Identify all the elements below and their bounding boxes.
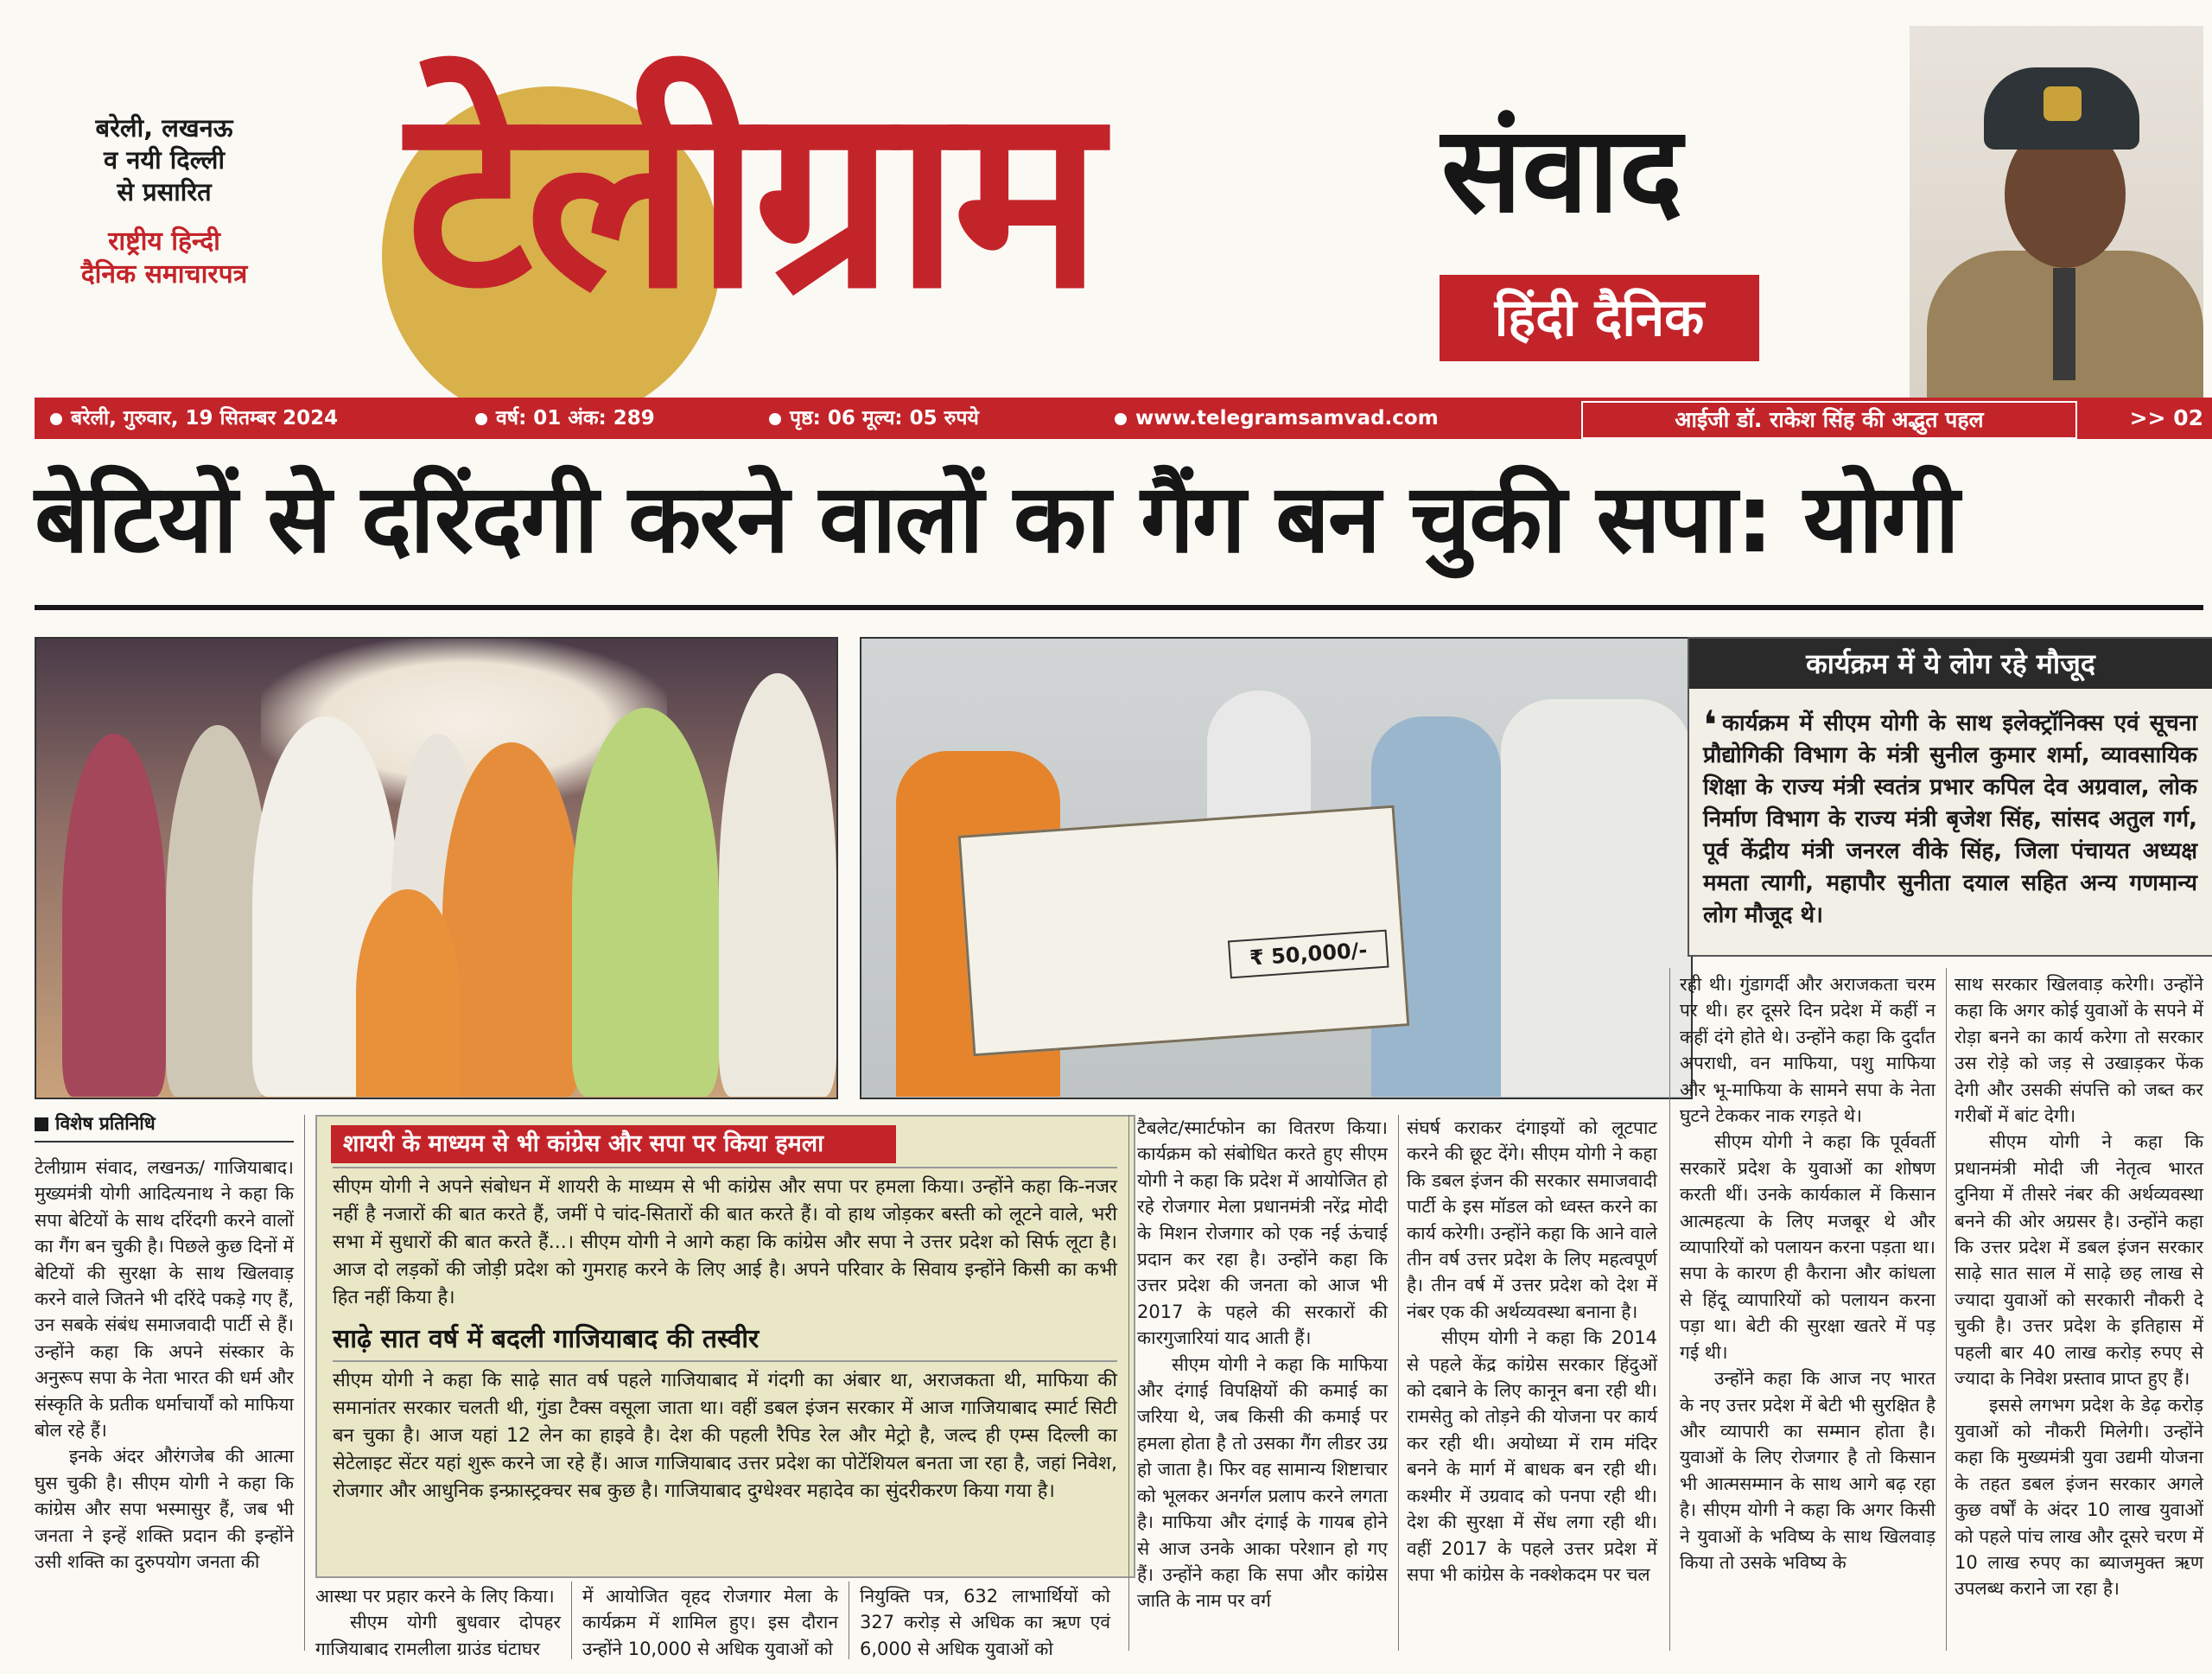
attendees-title: कार्यक्रम में ये लोग रहे मौजूद bbox=[1689, 639, 2212, 689]
colA-para-1: आस्था पर प्रहार करने के लिए किया। bbox=[315, 1586, 555, 1607]
col3-para-1: टैबलेट/स्मार्टफोन का वितरण किया। कार्यक्रम को संबोधित करते हुए सीएम योगी ने कहा कि प्रदेश में आयोजित हो रहे रोजगार मेला प्रधानमंत्री नरेंद्र मोदी के मिशन रोजगार को एक नई ऊंचाई प्रदान कर रहा है। उन्होंने कहा कि उत्तर प्रदेश की जनता को आज भी 2017 के पहले की सरकारों की कारगुजारियां याद आती हैं। bbox=[1137, 1117, 1388, 1349]
officer-photo bbox=[1910, 26, 2203, 398]
article-column-2c: नियुक्ति पत्र, 632 लाभार्थियों को 327 करोड़ से अधिक का ऋण एवं 6,000 से अधिक युवाओं को bbox=[860, 1586, 1110, 1659]
quote-icon: ❛ bbox=[1703, 702, 1717, 748]
info-website[interactable]: www.telegramsamvad.com bbox=[1115, 398, 1439, 439]
shayari-box bbox=[315, 1115, 1135, 1578]
broadcast-info bbox=[35, 112, 294, 291]
broadcast-line-3: से प्रसारित bbox=[117, 177, 212, 207]
col6-para-2: सीएम योगी ने कहा कि प्रधानमंत्री मोदी जी नेतृत्व भारत दुनिया में तीसरे नंबर की अर्थव्यवस्था बनने की ओर अग्रसर है। उन्होंने कहा कि उत्तर प्रदेश में डबल इंजन सरकार साढ़े सात साल में साढ़े छह लाख से ज्यादा युवाओं को सरकारी नौकरी दे चुकी है। उत्तर प्रदेश के इतिहास में पहली बार 40 लाख करोड़ रुपए से ज्यादा के निवेश प्रस्ताव प्राप्त हुए हैं। bbox=[1955, 1131, 2203, 1390]
info-volume: वर्ष: 01 अंक: 289 bbox=[475, 398, 655, 439]
broadcast-line-2: व नयी दिल्ली bbox=[104, 145, 225, 175]
article-column-2b: में आयोजित वृहद रोजगार मेला के कार्यक्रम में शामिल हुए। इस दौरान उन्होंने 10,000 से अधिक युवाओं को bbox=[582, 1586, 838, 1659]
col3-para-2: सीएम योगी ने कहा कि माफिया और दंगाई विपक्षियों की कमाई का जरिया थे, जब किसी की कमाई पर हमला होता है तो उसका गैंग लीडर उग्र हो जाता है। फिर वह सामान्य शिष्टाचार को भूलकर अनर्गल प्रलाप करने लगता है। माफिया और दंगाई के गायब होने से आज उनके आका परेशान हो गए हैं। उन्होंने कहा कि सपा और कांग्रेस जाति के नाम पर वर्ग bbox=[1137, 1353, 1388, 1612]
cheque bbox=[958, 805, 1410, 1057]
tagline-1: राष्ट्रीय हिन्दी bbox=[108, 226, 220, 257]
col5-para-3: उन्होंने कहा कि आज नए भारत के नए उत्तर प्रदेश में बेटी भी सुरक्षित है और व्यापारी का सम्मान होता है। युवाओं के लिए रोजगार है तो किसान भी आत्मसम्मान के साथ आगे बढ़ रहा है। सीएम योगी ने कहा कि अगर किसी ने युवाओं के भविष्य के साथ खिलवाड़ किया तो उसके भविष्य के bbox=[1680, 1368, 1936, 1573]
cheque-amount: ₹ 50,000/- bbox=[1228, 930, 1389, 979]
headline-rule bbox=[35, 605, 2203, 610]
event-photo-cheque bbox=[860, 637, 1693, 1099]
main-headline: बेटियों से दरिंदगी करने वालों का गैंग बन चुकी सपा: योगी bbox=[35, 463, 1958, 574]
info-page-price: पृष्ठ: 06 मूल्य: 05 रुपये bbox=[769, 398, 979, 439]
promo-text[interactable]: आईजी डॉ. राकेश सिंह की अद्भुत पहल bbox=[1581, 401, 2077, 439]
broadcast-line-1: बरेली, लखनऊ bbox=[95, 113, 233, 143]
tagline-2: दैनिक समाचारपत्र bbox=[80, 259, 248, 290]
col4-para-2: सीएम योगी ने कहा कि 2014 से पहले केंद्र कांग्रेस सरकार हिंदुओं को दबाने के लिए कानून बना रही थी। रामसेतु को तोड़ने की योजना पर कार्य कर रही थी। अयोध्या में राम मंदिर बनने के मार्ग में बाधक बन रही थी। कश्मीर में उग्रवाद को पनपा रही थी। देश की सुरक्षा में सेंध लगा रही थी। वहीं 2017 के पहले उत्तर प्रदेश में सपा भी कांग्रेस के नक्शेकदम पर चल bbox=[1407, 1327, 1657, 1585]
newspaper-title-samvad: संवाद bbox=[1441, 100, 1683, 239]
article-column-6 bbox=[1955, 971, 2203, 1602]
col5-para-2: सीएम योगी ने कहा कि पूर्ववर्ती सरकारें प्रदेश के युवाओं का शोषण करती थीं। उनके कार्यकाल में किसान आत्महत्या के लिए मजबूर थे और व्यापारियों को पलायन करना पड़ता था। सपा के कारण ही कैराना और कांधला से हिंदू व्यापारियों को पलायन करना पड़ा था। बेटी की सुरक्षा खतरे में पड़ गई थी। bbox=[1680, 1131, 1936, 1363]
col6-para-3: इससे लगभग प्रदेश के डेढ़ करोड़ युवाओं को नौकरी मिलेगी। उन्होंने कहा कि मुख्यमंत्री युवा उद्यमी योजना के तहत डबल इंजन सरकार अगले कुछ वर्षों के अंदर 10 लाख युवाओं को पहले पांच लाख और दूसरे चरण में 10 लाख रुपए का ब्याजमुक्त ऋण उपलब्ध कराने जा रहा है। bbox=[1955, 1394, 2203, 1600]
promo-page: >> 02 bbox=[2129, 405, 2203, 430]
ghaziabad-heading: साढ़े सात वर्ष में बदली गाजियाबाद की तस्वीर bbox=[333, 1324, 760, 1354]
article-column-3 bbox=[1137, 1115, 1388, 1614]
newspaper-title: टेलीग्राम bbox=[406, 53, 1096, 344]
ghaziabad-text: सीएम योगी ने कहा कि साढ़े सात वर्ष पहले गाजियाबाद में गंदगी का अंबार था, अराजकता थी, माफिया की समानांतर सरकार चलती थी, गुंडा टैक्स वसूला जाता था। वहीं डबल इंजन सरकार में आज गाजियाबाद स्मार्ट सिटी बन चुका है। आज यहां 12 लेन का हाइवे है। देश की पहली रैपिड रेल और मेट्रो है, जल्द ही एम्स दिल्ली का सेटेलाइट सेंटर यहां शुरू करने जा रहे हैं। आज गाजियाबाद उत्तर प्रदेश का पोटेंशियल बनता जा रहा है, जहां निवेश, रोजगार और आधुनिक इन्फ्रास्ट्रक्चर सब कुछ है। गाजियाबाद दुग्धेश्वर महादेव का सुंदरीकरण किया गया है। bbox=[333, 1370, 1117, 1502]
event-photo-stage bbox=[35, 637, 838, 1099]
byline: विशेष प्रतिनिधि bbox=[35, 1109, 294, 1138]
shayari-text: सीएम योगी ने अपने संबोधन में शायरी के माध्यम से भी कांग्रेस और सपा पर हमला किया। उन्होंने कहा कि-नजर नहीं है नजारों की बात करते हैं, जमीं पे चांद-सितारों की बात करते हैं। वो हाथ जोड़कर बस्ती को लूटने वाले, भरी सभा में सुधारों की बात करते हैं...। सीएम योगी ने आगे कहा कि कांग्रेस और सपा ने उत्तर प्रदेश को सिर्फ लूटा है। आज दो लड़कों की जोड़ी प्रदेश को गुमराह करने के लिए आई है। अपने परिवार के सिवाय इन्होंने किसी का कभी हित नहीं किया है। bbox=[333, 1176, 1117, 1308]
col1-para-1: टेलीग्राम संवाद, लखनऊ/ गाजियाबाद। मुख्यमंत्री योगी आदित्यनाथ ने कहा कि सपा बेटियों के साथ दरिंदगी करने वालों का गैंग बन चुकी है। पिछले कुछ दिनों में बेटियों की सुरक्षा के साथ खिलवाड़ करने वाले जितने भी दरिंदे पकड़े गए हैं, उन सबके संबंध समाजवादी पार्टी से हैं। उन्होंने कहा कि अपने संस्कार के अनुरूप सपा के नेता भारत की धर्म और संस्कृति के प्रतीक धर्माचार्यों को माफिया बोल रहे हैं। bbox=[35, 1157, 294, 1442]
article-column-5 bbox=[1680, 971, 1936, 1575]
article-column-4 bbox=[1407, 1115, 1657, 1588]
article-column-1 bbox=[35, 1155, 294, 1575]
col1-para-2: इनके अंदर औरंगजेब की आत्मा घुस चुकी है। सीएम योगी ने कहा कि कांग्रेस और सपा भस्मासुर हैं, जब भी जनता ने इन्हें शक्ति प्रदान की इन्होंने उसी शक्ति का दुरुपयोग जनता की bbox=[35, 1446, 294, 1573]
col6-para-1: साथ सरकार खिलवाड़ करेगी। उन्होंने कहा कि अगर कोई युवाओं के सपने में रोड़ा बनने का कार्य करेगा तो सरकार उस रोड़े को जड़ से उखाड़कर फेंक देगी और उसकी संपत्ति को जब्त कर गरीबों में बांट देगी। bbox=[1955, 974, 2203, 1127]
attendees-text: ❛ कार्यक्रम में सीएम योगी के साथ इलेक्ट्रॉनिक्स एवं सूचना प्रौद्योगिकी विभाग के मंत्री सुनील कुमार शर्मा, व्यावसायिक शिक्षा के राज्य मंत्री स्वतंत्र प्रभार कपिल देव अग्रवाल, लोक निर्माण विभाग के राज्य मंत्री बृजेश सिंह, सांसद अतुल गर्ग, पूर्व केंद्रीय मंत्री जनरल वीके सिंह, जिला पंचायत अध्यक्ष ममता त्यागी, महापौर सुनीता दयाल सहित अन्य गणमान्य लोग मौजूद थे। bbox=[1703, 702, 2197, 928]
info-date: बरेली, गुरुवार, 19 सितम्बर 2024 bbox=[50, 398, 338, 439]
col5-para-1: रही थी। गुंडागर्दी और अराजकता चरम पर थी। हर दूसरे दिन प्रदेश में कहीं न कहीं दंगे होते थे। उन्होंने कहा कि दुर्दांत अपराधी, वन माफिया, पशु माफिया और भू-माफिया के सामने सपा के नेता घुटने टेककर नाक रगड़ते थे। bbox=[1680, 974, 1936, 1127]
shayari-heading: शायरी के माध्यम से भी कांग्रेस और सपा पर किया हमला bbox=[331, 1125, 896, 1163]
col4-para-1: संघर्ष कराकर दंगाइयों को लूटपाट करने की छूट देंगे। सीएम योगी ने कहा कि डबल इंजन की सरकार समाजवादी पार्टी के इस मॉडल को ध्वस्त करने का कार्य करेगी। उन्होंने कहा कि आने वाले तीन वर्ष उत्तर प्रदेश के लिए महत्वपूर्ण है। तीन वर्ष में उत्तर प्रदेश को देश में नंबर एक की अर्थव्यवस्था बनाना है। bbox=[1407, 1117, 1657, 1322]
byline-rule bbox=[35, 1141, 294, 1143]
colA-para-2: सीएम योगी बुधवार दोपहर गाजियाबाद रामलीला ग्राउंड घंटाघर bbox=[315, 1612, 561, 1659]
promo-bar bbox=[1574, 398, 2212, 439]
info-bar bbox=[35, 398, 1574, 439]
newspaper-subtitle: हिंदी दैनिक bbox=[1440, 275, 1759, 361]
attendees-box bbox=[1688, 637, 2212, 957]
article-column-2a bbox=[315, 1583, 561, 1662]
